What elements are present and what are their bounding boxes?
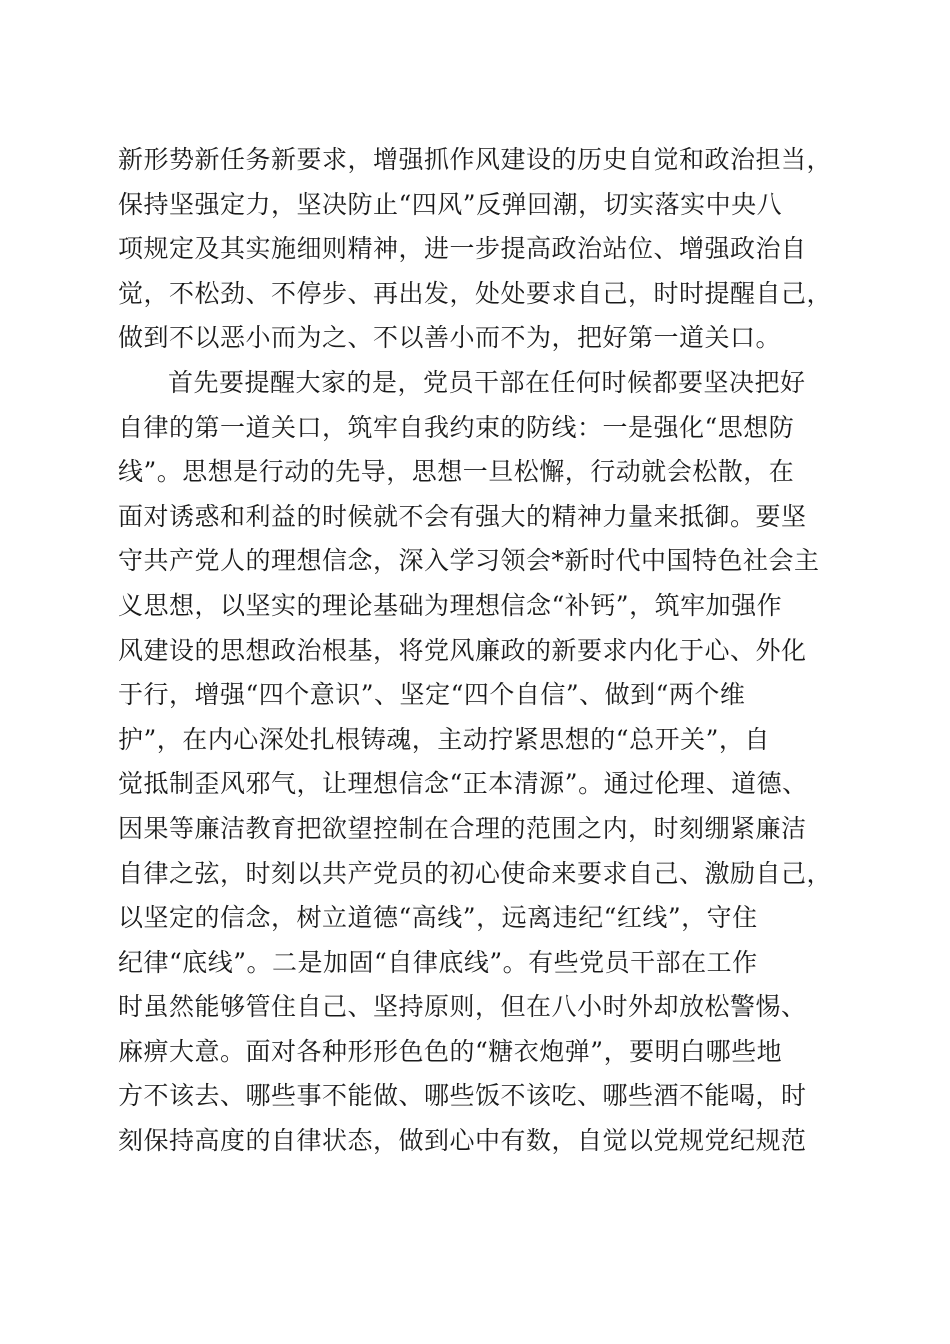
text-line: 新形势新任务新要求，增强抓作风建设的历史自觉和政治担当， bbox=[118, 145, 833, 174]
text-line: 保持坚强定力，坚决防止“四风”反弹回潮，切实落实中央八 bbox=[118, 189, 783, 219]
text-line: 面对诱惑和利益的时候就不会有强大的精神力量来抵御。要坚 bbox=[118, 501, 807, 531]
text-line: 觉，不松劲、不停步、再出发，处处要求自己，时时提醒自己， bbox=[118, 278, 833, 308]
body-text bbox=[118, 138, 833, 1164]
text-line: 以坚定的信念，树立道德“高线”，远离违纪“红线”，守住 bbox=[118, 903, 758, 933]
text-line: 风建设的思想政治根基，将党风廉政的新要求内化于心、外化 bbox=[118, 635, 807, 665]
text-line: 因果等廉洁教育把欲望控制在合理的范围之内，时刻绷紧廉洁 bbox=[118, 813, 807, 843]
text-line: 刻保持高度的自律状态，做到心中有数，自觉以党规党纪规范 bbox=[118, 1126, 807, 1156]
text-line: 做到不以恶小而为之、不以善小而不为，把好第一道关口。 bbox=[118, 323, 782, 353]
text-line: 义思想，以坚实的理论基础为理想信念“补钙”，筑牢加强作 bbox=[118, 590, 783, 620]
text-line: 项规定及其实施细则精神，进一步提高政治站位、增强政治自 bbox=[118, 234, 807, 264]
text-line: 线”。思想是行动的先导，思想一旦松懈，行动就会松散，在 bbox=[118, 457, 795, 487]
text-line: 时虽然能够管住自己、坚持原则，但在八小时外却放松警惕、 bbox=[118, 992, 807, 1022]
text-line: 自律的第一道关口，筑牢自我约束的防线：一是强化“思想防 bbox=[118, 412, 795, 442]
text-line: 护”，在内心深处扎根铸魂，主动拧紧思想的“总开关”，自 bbox=[118, 724, 770, 754]
text-line: 觉抵制歪风邪气，让理想信念“正本清源”。通过伦理、道德、 bbox=[118, 769, 808, 799]
text-line: 自律之弦，时刻以共产党员的初心使命来要求自己、激励自己， bbox=[118, 858, 833, 888]
text-line: 纪律“底线”。二是加固“自律底线”。有些党员干部在工作 bbox=[118, 947, 758, 977]
text-line: 于行，增强“四个意识”、坚定“四个自信”、做到“两个维 bbox=[118, 680, 746, 710]
text-line: 麻痹大意。面对各种形形色色的“糖衣炮弹”，要明白哪些地 bbox=[118, 1036, 783, 1066]
text-line: 方不该去、哪些事不能做、哪些饭不该吃、哪些酒不能喝，时 bbox=[118, 1081, 807, 1111]
text-line: 守共产党人的理想信念，深入学习领会*新时代中国特色社会主 bbox=[118, 546, 820, 576]
paragraph-first-line: 首先要提醒大家的是，党员干部在任何时候都要坚决把好 bbox=[168, 367, 806, 397]
